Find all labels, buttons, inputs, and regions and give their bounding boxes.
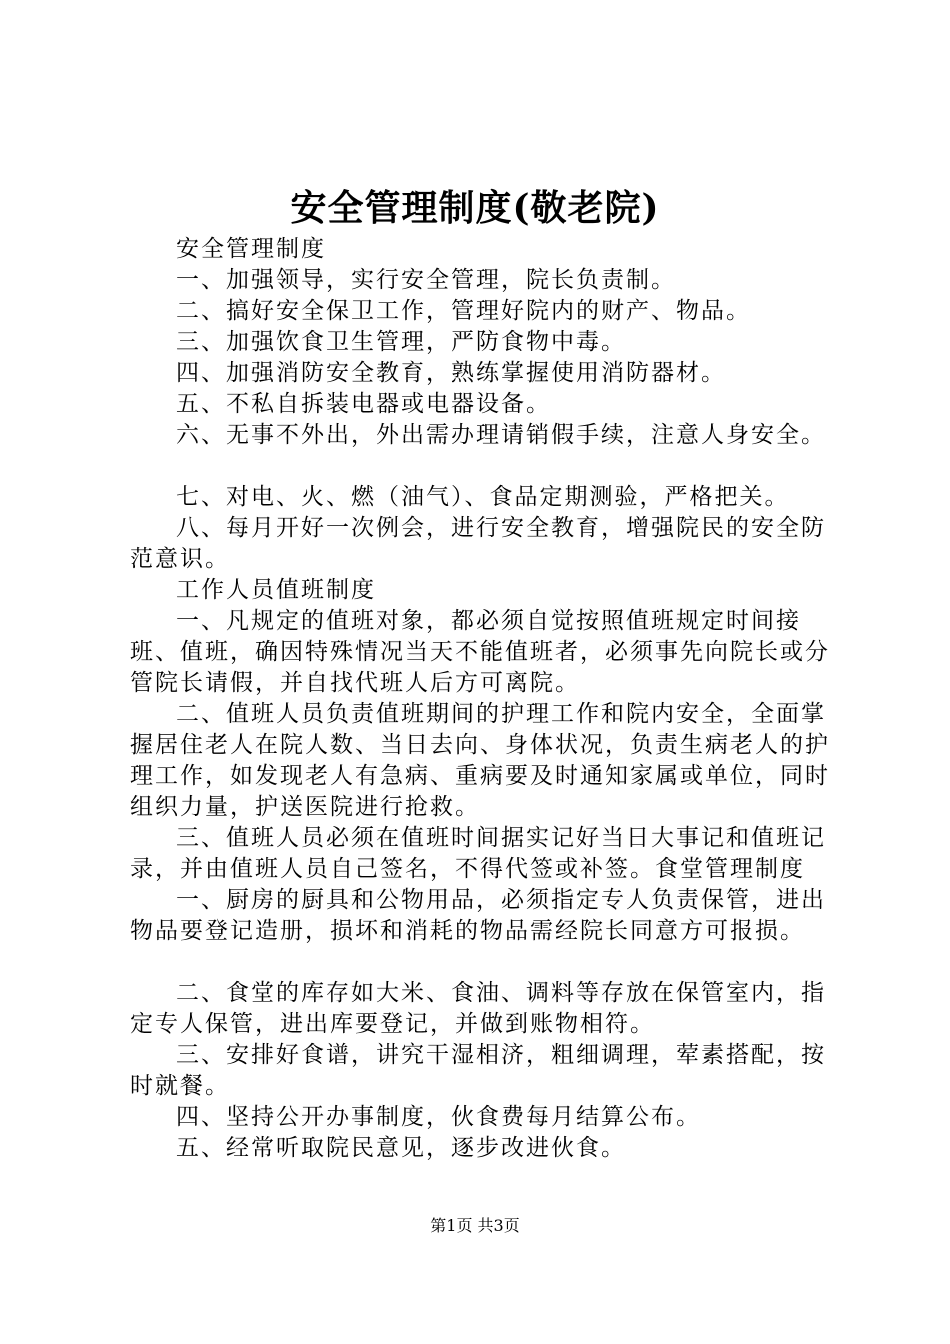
paragraph: 五、不私自拆装电器或电器设备。 — [176, 391, 551, 417]
paragraph: 一、厨房的厨具和公物用品，必须指定专人负责保管，进出物品要登记造册，损坏和消耗的物品需经院长同意方可报损。 — [130, 887, 826, 944]
paragraph: 五、经常听取院民意见，逐步改进伙食。 — [176, 1135, 626, 1161]
paragraph: 七、对电、火、燃（油气）、食品定期测验，严格把关。 — [176, 484, 790, 510]
section-heading-safety: 安全管理制度 — [176, 236, 326, 262]
paragraph: 八、每月开好一次例会，进行安全教育，增强院民的安全防范意识。 — [130, 515, 826, 572]
paragraph: 四、加强消防安全教育，熟练掌握使用消防器材。 — [176, 360, 726, 386]
paragraph: 一、加强领导，实行安全管理，院长负责制。 — [176, 267, 676, 293]
paragraph: 二、搞好安全保卫工作，管理好院内的财产、物品。 — [176, 298, 751, 324]
paragraph: 三、安排好食谱，讲究干湿相济，粗细调理，荤素搭配，按时就餐。 — [130, 1042, 826, 1099]
section-heading-duty: 工作人员值班制度 — [176, 577, 376, 603]
paragraph: 三、值班人员必须在值班时间据实记好当日大事记和值班记录，并由值班人员自己签名，不得代签或补签。食堂管理制度 — [130, 825, 826, 882]
document-body — [130, 234, 840, 1164]
paragraph: 二、值班人员负责值班期间的护理工作和院内安全，全面掌握居住老人在院人数、当日去向、身体状况，负责生病老人的护理工作，如发现老人有急病、重病要及时通知家属或单位，同时组织力量，护送医院进行抢救。 — [130, 701, 830, 820]
paragraph: 三、加强饮食卫生管理，严防食物中毒。 — [176, 329, 626, 355]
paragraph: 一、凡规定的值班对象，都必须自觉按照值班规定时间接班、值班，确因特殊情况当天不能值班者，必须事先向院长或分管院长请假，并自找代班人后方可离院。 — [130, 608, 830, 696]
paragraph: 四、坚持公开办事制度，伙食费每月结算公布。 — [176, 1104, 701, 1130]
page-footer: 第1页 共3页 — [430, 1216, 520, 1235]
paragraph: 二、食堂的库存如大米、食油、调料等存放在保管室内，指定专人保管，进出库要登记，并做到账物相符。 — [130, 980, 826, 1037]
document-title: 安全管理制度(敬老院) — [290, 187, 660, 229]
paragraph: 六、无事不外出，外出需办理请销假手续，注意人身安全。 — [176, 422, 826, 448]
